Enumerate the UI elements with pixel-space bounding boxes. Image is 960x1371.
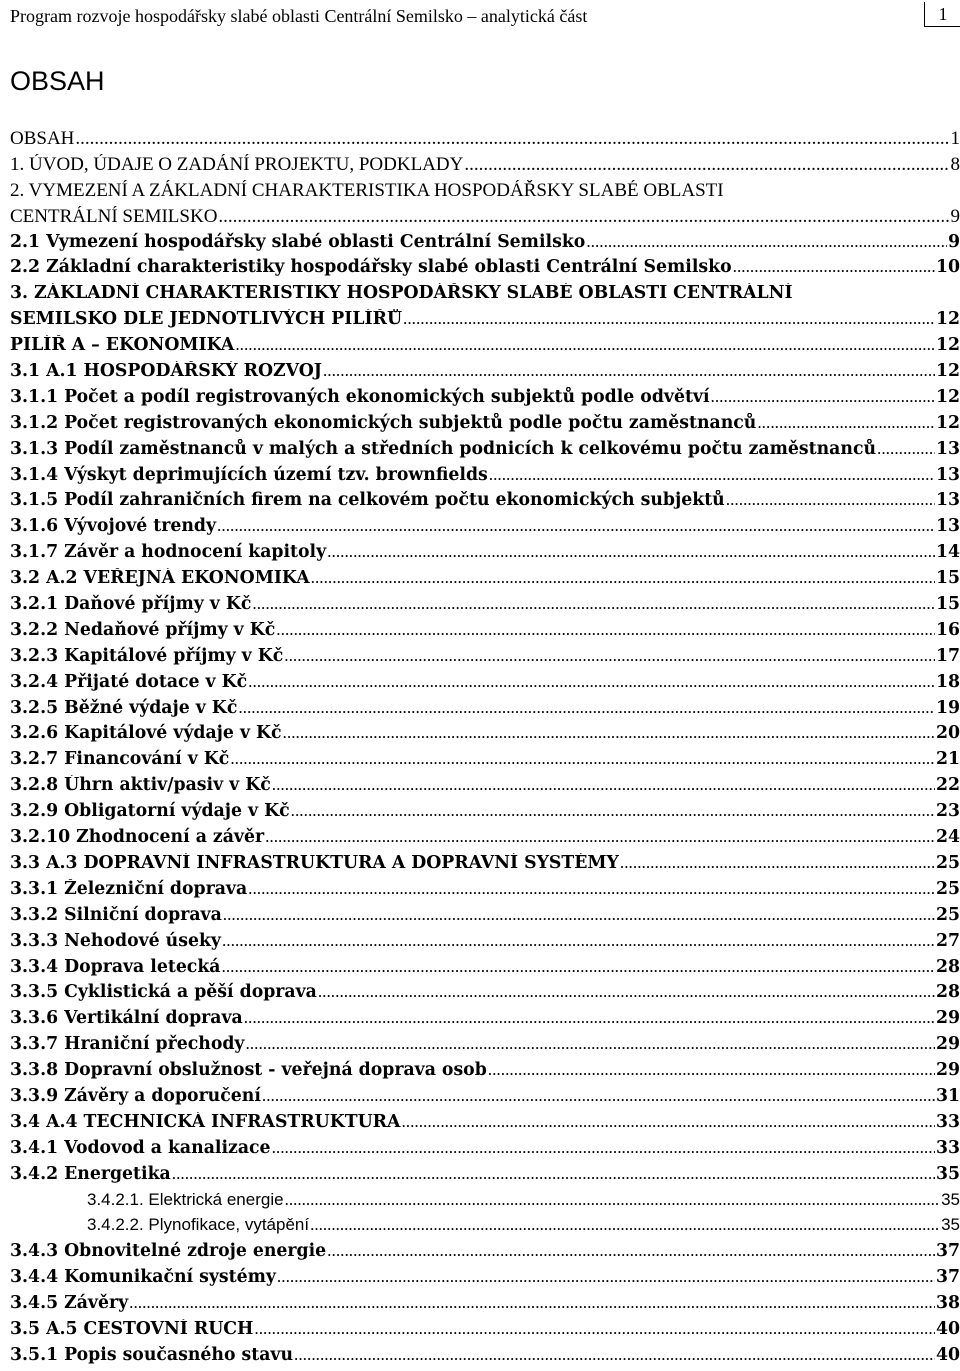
toc-entry-page: 19 [936, 698, 960, 718]
toc-dot-leader [294, 1345, 935, 1365]
toc-dot-leader [464, 154, 949, 176]
toc-dot-leader [726, 490, 935, 510]
toc-dot-leader [217, 516, 935, 536]
toc-entry-title: 3.4.3 Obnovitelné zdroje energie [10, 1241, 326, 1261]
toc-entry[interactable] [10, 1190, 960, 1216]
toc-dot-leader [129, 1293, 935, 1313]
toc-entry-title: 3. ZÁKLADNÍ CHARAKTERISTIKY HOSPODÁŘSKY SLABÉ OBLASTI CENTRÁLNÍ [10, 283, 960, 303]
toc-entry-title: 3.1.5 Podíl zahraničních firem na celkovém počtu ekonomických subjektů [10, 490, 725, 510]
toc-entry-title: 3.4.2 Energetika [10, 1164, 171, 1184]
toc-entry-title: 3.2 A.2 VEŘEJNÁ EKONOMIKA [10, 568, 310, 588]
toc-entry[interactable] [10, 1267, 960, 1293]
toc-entry-page: 38 [936, 1293, 960, 1313]
toc-dot-leader [238, 698, 935, 718]
toc-entry-page: 17 [936, 646, 960, 666]
toc-entry[interactable] [10, 1008, 960, 1034]
toc-entry-title: SEMILSKO DLE JEDNOTLIVÝCH PILÍŘŮ [10, 309, 402, 329]
toc-entry-title: 3.2.4 Přijaté dotace v Kč [10, 672, 247, 692]
toc-entry-title: 3.2.2 Nedaňové příjmy v Kč [10, 620, 275, 640]
toc-entry-page: 31 [936, 1086, 960, 1106]
toc-entry-page: 12 [936, 361, 960, 381]
toc-entry[interactable] [10, 128, 960, 154]
toc-entry[interactable] [10, 1034, 960, 1060]
toc-entry-page: 27 [936, 931, 960, 951]
toc-dot-leader [276, 620, 935, 640]
page-header [10, 0, 960, 33]
toc-entry-page: 15 [936, 594, 960, 614]
toc-dot-leader [877, 439, 935, 459]
toc-entry-page: 16 [936, 620, 960, 640]
toc-entry[interactable] [10, 620, 960, 646]
toc-entry-title: PILÍŘ A – EKONOMIKA [10, 335, 234, 355]
toc-entry-page: 12 [936, 413, 960, 433]
toc-entry[interactable] [10, 361, 960, 387]
toc-entry-page: 25 [936, 879, 960, 899]
toc-entry-title: OBSAH [10, 128, 74, 150]
toc-entry[interactable] [10, 957, 960, 983]
toc-entry-title: 2.1 Vymezení hospodářsky slabé oblasti Centrální Semilsko [10, 232, 585, 252]
toc-entry-title: 2. VYMEZENÍ A ZÁKLADNÍ CHARAKTERISTIKA HOSPODÁŘSKY SLABÉ OBLASTI [10, 180, 960, 202]
toc-dot-leader [254, 1319, 935, 1339]
toc-entry[interactable] [10, 232, 960, 258]
toc-entry-title: 3.3.7 Hraniční přechody [10, 1034, 244, 1054]
toc-entry-page: 33 [936, 1112, 960, 1132]
toc-entry[interactable] [10, 646, 960, 672]
toc-entry-page: 13 [936, 439, 960, 459]
toc-entry-title: 3.3.4 Doprava letecká [10, 957, 221, 977]
toc-entry[interactable] [10, 1241, 960, 1267]
toc-entry[interactable] [10, 387, 960, 413]
toc-entry-title: 3.3.6 Vertikální doprava [10, 1008, 243, 1028]
toc-dot-leader [401, 1112, 934, 1132]
toc-dot-leader [230, 749, 935, 769]
toc-entry-page: 21 [936, 749, 960, 769]
toc-entry-page: 12 [936, 309, 960, 329]
header-title: Program rozvoje hospodářsky slabé oblasti Centrální Semilsko – analytická část [10, 6, 587, 27]
toc-entry-title: 3.2.8 Úhrn aktiv/pasiv v Kč [10, 775, 271, 795]
toc-dot-leader [323, 361, 935, 381]
toc-entry-page: 20 [936, 723, 960, 743]
toc-dot-leader [284, 646, 935, 666]
toc-entry-title: 3.1.6 Vývojové trendy [10, 516, 216, 536]
toc-entry[interactable] [10, 309, 960, 335]
toc-entry[interactable] [10, 801, 960, 827]
toc-dot-leader [252, 594, 935, 614]
toc-entry[interactable] [10, 1138, 960, 1164]
toc-entry-title: 3.1.4 Výskyt deprimujících území tzv. brownfields [10, 465, 488, 485]
toc-dot-leader [172, 1164, 935, 1184]
toc-entry-page: 10 [936, 257, 960, 277]
toc-dot-leader [262, 1086, 935, 1106]
document-title: OBSAH [10, 66, 105, 97]
toc-entry-page: 22 [936, 775, 960, 795]
toc-entry[interactable] [10, 1215, 960, 1241]
toc-entry[interactable] [10, 335, 960, 361]
toc-entry-title: 3.2.9 Obligatorní výdaje v Kč [10, 801, 290, 821]
toc-dot-leader [327, 1241, 935, 1261]
toc-dot-leader [733, 257, 935, 277]
toc-entry-page: 1 [951, 128, 960, 150]
toc-entry-title: 3.4 A.4 TECHNICKÁ INFRASTRUKTURA [10, 1112, 400, 1132]
toc-dot-leader [586, 232, 947, 252]
toc-entry[interactable] [10, 180, 960, 206]
toc-entry[interactable] [10, 879, 960, 905]
toc-entry-page: 8 [951, 154, 960, 176]
toc-dot-leader [265, 827, 935, 847]
toc-entry-page: 23 [936, 801, 960, 821]
toc-dot-leader [223, 905, 935, 925]
toc-entry[interactable] [10, 723, 960, 749]
toc-entry-title: 3.1.3 Podíl zaměstnanců v malých a středních podnicích k celkovému počtu zaměstnanců [10, 439, 876, 459]
toc-entry-page: 28 [936, 982, 960, 1002]
toc-entry-page: 13 [936, 465, 960, 485]
toc-dot-leader [218, 206, 949, 228]
toc-dot-leader [222, 957, 935, 977]
toc-entry[interactable] [10, 853, 960, 879]
toc-entry-page: 35 [941, 1215, 960, 1235]
toc-entry[interactable] [10, 206, 960, 232]
toc-entry[interactable] [10, 982, 960, 1008]
toc-entry-page: 12 [936, 387, 960, 407]
toc-entry-page: 28 [936, 957, 960, 977]
toc-entry-title: 3.1.7 Závěr a hodnocení kapitoly [10, 542, 326, 562]
toc-entry-title: 2.2 Základní charakteristiky hospodářsky slabé oblasti Centrální Semilsko [10, 257, 732, 277]
toc-entry-page: 9 [948, 232, 960, 252]
toc-entry-page: 29 [936, 1060, 960, 1080]
toc-entry-page: 14 [936, 542, 960, 562]
toc-entry-page: 25 [936, 853, 960, 873]
toc-entry-title: 3.3.2 Silniční doprava [10, 905, 222, 925]
toc-dot-leader [327, 542, 935, 562]
header-page-number: 1 [924, 2, 960, 27]
toc-entry-title: 3.1.2 Počet registrovaných ekonomických subjektů podle počtu zaměstnanců [10, 413, 756, 433]
toc-entry[interactable] [10, 154, 960, 180]
toc-dot-leader [711, 387, 935, 407]
toc-entry-page: 12 [936, 335, 960, 355]
toc-entry[interactable] [10, 413, 960, 439]
toc-dot-leader [244, 1008, 935, 1028]
toc-dot-leader [285, 1190, 941, 1210]
toc-entry-title: 3.5.1 Popis současného stavu [10, 1345, 293, 1365]
toc-dot-leader [283, 723, 935, 743]
toc-entry[interactable] [10, 672, 960, 698]
toc-dot-leader [75, 128, 949, 150]
toc-entry-page: 29 [936, 1008, 960, 1028]
toc-entry[interactable] [10, 775, 960, 801]
toc-dot-leader [318, 982, 935, 1002]
toc-entry[interactable] [10, 1086, 960, 1112]
toc-entry-page: 25 [936, 905, 960, 925]
toc-dot-leader [311, 568, 935, 588]
toc-entry-title: 3.2.1 Daňové příjmy v Kč [10, 594, 251, 614]
toc-entry-page: 37 [936, 1241, 960, 1261]
toc-entry[interactable] [10, 749, 960, 775]
toc-entry-title: 3.3.1 Železniční doprava [10, 879, 247, 899]
toc-entry[interactable] [10, 568, 960, 594]
toc-entry-title: 3.3.9 Závěry a doporučení [10, 1086, 261, 1106]
toc-dot-leader [272, 775, 935, 795]
toc-dot-leader [235, 335, 935, 355]
toc-entry[interactable] [10, 1112, 960, 1138]
toc-entry-title: 3.4.5 Závěry [10, 1293, 128, 1313]
toc-dot-leader [277, 1267, 935, 1287]
toc-entry[interactable] [10, 439, 960, 465]
toc-entry[interactable] [10, 465, 960, 491]
toc-entry-title: 3.4.1 Vodovod a kanalizace [10, 1138, 271, 1158]
toc-entry[interactable] [10, 542, 960, 568]
toc-entry[interactable] [10, 257, 960, 283]
toc-entry-page: 35 [936, 1164, 960, 1184]
toc-entry-title: 3.2.5 Běžné výdaje v Kč [10, 698, 237, 718]
toc-entry[interactable] [10, 1293, 960, 1319]
table-of-contents [10, 128, 960, 1371]
toc-entry-page: 15 [936, 568, 960, 588]
toc-entry-title: 1. ÚVOD, ÚDAJE O ZADÁNÍ PROJEKTU, PODKLADY [10, 154, 463, 176]
toc-entry-title: 3.3.8 Dopravní obslužnost - veřejná doprava osob [10, 1060, 487, 1080]
toc-entry[interactable] [10, 1319, 960, 1345]
toc-entry-page: 35 [941, 1190, 960, 1210]
toc-entry[interactable] [10, 1345, 960, 1371]
toc-entry-title: CENTRÁLNÍ SEMILSKO [10, 206, 217, 228]
toc-entry[interactable] [10, 490, 960, 516]
toc-entry[interactable] [10, 827, 960, 853]
toc-entry[interactable] [10, 1060, 960, 1086]
toc-dot-leader [272, 1138, 935, 1158]
toc-dot-leader [403, 309, 935, 329]
toc-dot-leader [291, 801, 935, 821]
toc-entry-page: 40 [936, 1319, 960, 1339]
toc-entry-page: 40 [936, 1345, 960, 1365]
toc-dot-leader [245, 1034, 934, 1054]
toc-entry[interactable] [10, 905, 960, 931]
toc-entry-page: 33 [936, 1138, 960, 1158]
toc-entry-page: 9 [951, 206, 960, 228]
toc-entry-title: 3.1.1 Počet a podíl registrovaných ekonomických subjektů podle odvětví [10, 387, 710, 407]
toc-entry-title: 3.3.5 Cyklistická a pěší doprava [10, 982, 317, 1002]
toc-entry-title: 3.3 A.3 DOPRAVNÍ INFRASTRUKTURA A DOPRAVNÍ SYSTÉMY [10, 853, 619, 873]
toc-dot-leader [488, 1060, 935, 1080]
toc-dot-leader [310, 1215, 940, 1235]
toc-entry[interactable] [10, 594, 960, 620]
toc-entry-title: 3.2.6 Kapitálové výdaje v Kč [10, 723, 282, 743]
toc-entry[interactable] [10, 698, 960, 724]
toc-entry-page: 13 [936, 490, 960, 510]
toc-dot-leader [222, 931, 935, 951]
toc-entry[interactable] [10, 1164, 960, 1190]
toc-dot-leader [248, 672, 935, 692]
toc-entry-title: 3.4.4 Komunikační systémy [10, 1267, 276, 1287]
toc-entry-title: 3.3.3 Nehodové úseky [10, 931, 221, 951]
toc-dot-leader [757, 413, 935, 433]
toc-dot-leader [248, 879, 935, 899]
toc-entry[interactable] [10, 283, 960, 309]
toc-entry-page: 29 [936, 1034, 960, 1054]
toc-entry-title: 3.2.10 Zhodnocení a závěr [10, 827, 264, 847]
toc-entry-title: 3.5 A.5 CESTOVNÍ RUCH [10, 1319, 253, 1339]
toc-entry-title: 3.2.7 Financování v Kč [10, 749, 229, 769]
toc-entry-title: 3.2.3 Kapitálové příjmy v Kč [10, 646, 283, 666]
toc-entry-title: 3.1 A.1 HOSPODÁŘSKÝ ROZVOJ [10, 361, 322, 381]
toc-entry-title: 3.4.2.2. Plynofikace, vytápění [87, 1215, 309, 1235]
toc-entry-page: 18 [936, 672, 960, 692]
toc-entry-title: 3.4.2.1. Elektrická energie [87, 1190, 284, 1210]
toc-entry-page: 13 [936, 516, 960, 536]
toc-entry[interactable] [10, 931, 960, 957]
toc-entry[interactable] [10, 516, 960, 542]
toc-entry-page: 24 [936, 827, 960, 847]
toc-dot-leader [620, 853, 935, 873]
toc-entry-page: 37 [936, 1267, 960, 1287]
toc-dot-leader [489, 465, 935, 485]
